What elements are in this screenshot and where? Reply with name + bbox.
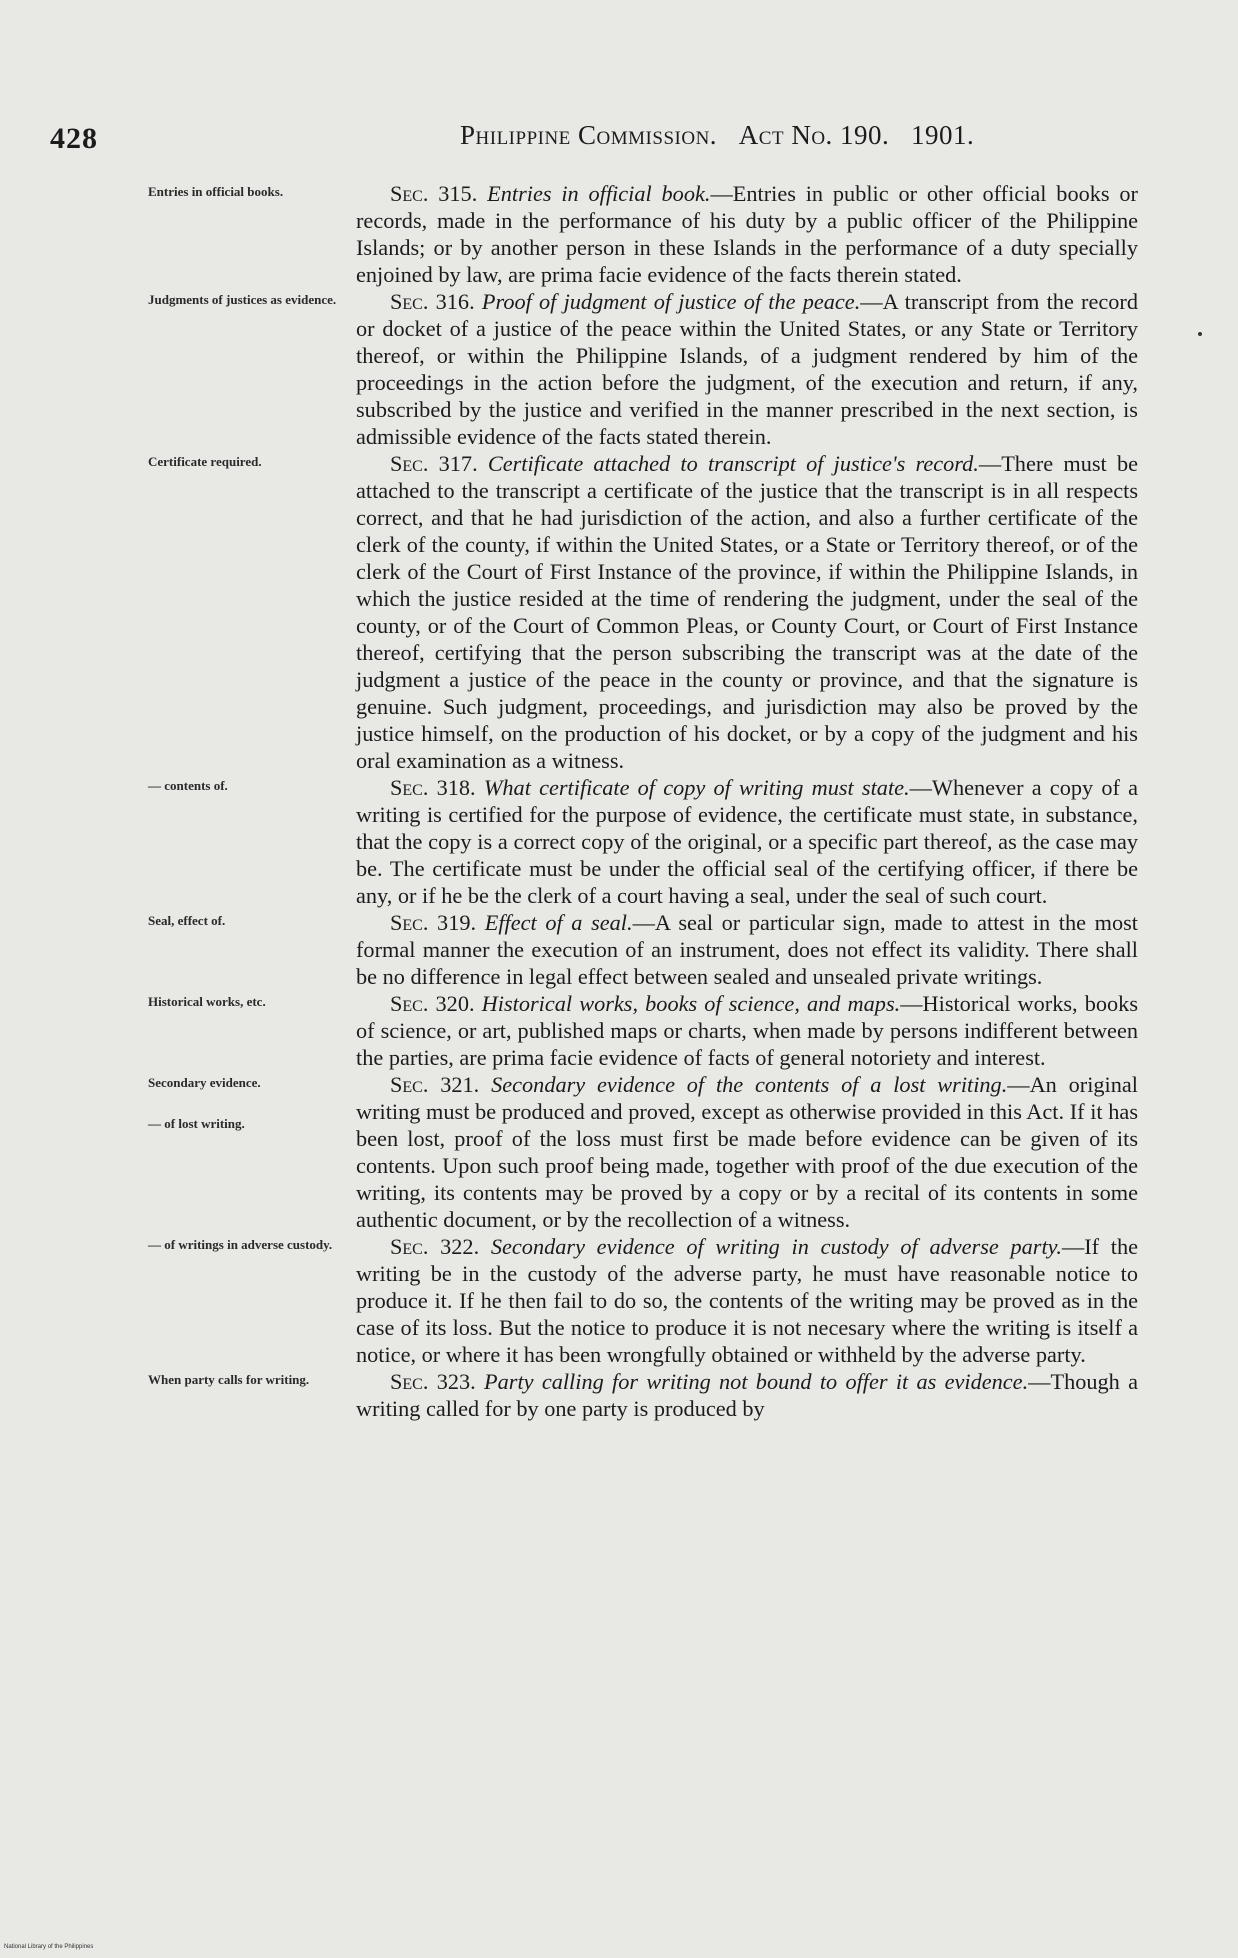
- section: [0, 909, 1238, 990]
- section-title: Entries in official book.: [487, 181, 711, 206]
- section: [0, 450, 1238, 774]
- section-number: Sec. 317.: [390, 451, 488, 476]
- scan-speck: [1198, 332, 1202, 336]
- section-paragraph: [356, 288, 1138, 450]
- section-body: —Historical works, books of science, or art, published maps or charts, when made by persons indifferent between the parties, are prima facie evidence of facts of general notoriety and interest.: [356, 991, 1139, 1070]
- section-number: Sec. 318.: [390, 775, 484, 800]
- section-body: —Whenever a copy of a writing is certified for the purpose of evidence, the certificate must state, in substance, that the copy is a correct copy of the original, or a specific part thereof, as the case may be. The certificate must be under the official seal of the certifying officer, if there be any, or if he be the clerk of a court having a seal, under the seal of such court.: [356, 775, 1138, 908]
- margin-note: Seal, effect of.: [148, 913, 226, 928]
- margin-note: Certificate required.: [148, 454, 262, 469]
- margin-note: — of lost writing.: [148, 1116, 245, 1131]
- margin-note: Historical works, etc.: [148, 994, 266, 1009]
- running-head-year: 1901.: [911, 120, 975, 150]
- section-paragraph: [356, 450, 1138, 774]
- margin-notes: [148, 454, 348, 473]
- section-number: Sec. 321.: [390, 1072, 492, 1097]
- section-paragraph: [356, 180, 1138, 288]
- section-body: —There must be attached to the transcript a certificate of the justice that the transcript is in all respects correct, and that he had jurisdiction of the action, and also a further certificate of the clerk of the county, if within the United States, or a State or Territory thereof, or of the clerk of the Court of First Instance of the province, if within the Philippine Islands, in which the justice resided at the time of rendering the judgment, under the seal of the county, or of the Court of Common Pleas, or County Court, or Court of First Instance thereof, certifying that the person subscribing the transcript was at the date of the judgment a justice of the peace in the county or province, and that the signature is genuine. Such judgment, proceedings, and jurisdiction may also be proved by the justice himself, on the production of his docket, or by a copy of the judgment and his oral examination as a witness.: [356, 451, 1138, 773]
- section-number: Sec. 320.: [390, 991, 482, 1016]
- running-head-act: Act No. 190.: [738, 120, 890, 150]
- section-paragraph: [356, 1233, 1138, 1368]
- margin-note: Judgments of justices as evidence.: [148, 292, 337, 307]
- section-list: [0, 180, 1238, 1422]
- section-number: Sec. 322.: [390, 1234, 491, 1259]
- section-paragraph: [356, 1368, 1138, 1422]
- section-title: Party calling for writing not bound to offer it as evidence.: [484, 1369, 1029, 1394]
- section: [0, 180, 1238, 288]
- margin-notes: [148, 778, 348, 797]
- section-number: Sec. 316.: [390, 289, 482, 314]
- section: [0, 288, 1238, 450]
- section: [0, 1071, 1238, 1233]
- section: [0, 990, 1238, 1071]
- section-title: Secondary evidence of writing in custody of adverse party.: [490, 1234, 1062, 1259]
- margin-notes: [148, 292, 348, 311]
- margin-notes: [148, 913, 348, 932]
- section-paragraph: [356, 990, 1138, 1071]
- running-head: [460, 120, 974, 151]
- section-number: Sec. 323.: [390, 1369, 484, 1394]
- margin-notes: [148, 184, 348, 203]
- margin-note: — contents of.: [148, 778, 228, 793]
- section-paragraph: [356, 1071, 1138, 1233]
- section-title: What certificate of copy of writing must state.: [483, 775, 910, 800]
- margin-notes: [148, 1075, 348, 1135]
- section: [0, 1368, 1238, 1422]
- margin-notes: [148, 1372, 348, 1391]
- section-title: Historical works, books of science, and maps.: [481, 991, 901, 1016]
- footer-credit: National Library of the Philippines: [4, 1944, 94, 1950]
- section-number: Sec. 315.: [390, 181, 488, 206]
- section-body: —If the writing be in the custody of the adverse party, he must have reasonable notice to produce it. If he then fail to do so, the contents of the writing may be proved as in the case of its loss. But the notice to produce it is not necesary where the writing is itself a notice, or where it has been wrongfully obtained or withheld by the adverse party.: [356, 1234, 1138, 1367]
- section-body: —Entries in public or other official books or records, made in the performance of his duty by a public officer of the Philippine Islands; or by another person in these Islands in the performance of a duty specially enjoined by law, are prima facie evidence of the facts therein stated.: [356, 181, 1138, 287]
- section-body: —A seal or particular sign, made to attest in the most formal manner the execution of an instrument, does not effect its validity. There shall be no difference in legal effect between sealed and unsealed private writings.: [356, 910, 1139, 989]
- page-number: 428: [50, 122, 98, 155]
- margin-note: When party calls for writing.: [148, 1372, 310, 1387]
- margin-notes: [148, 994, 348, 1013]
- section-number: Sec. 319.: [390, 910, 485, 935]
- section-paragraph: [356, 774, 1138, 909]
- margin-note: Entries in official books.: [148, 184, 284, 199]
- section: [0, 1233, 1238, 1368]
- section: [0, 774, 1238, 909]
- running-head-title: Philippine Commission.: [460, 120, 718, 150]
- section-body: —Though a writing called for by one party is produced by: [356, 1369, 1138, 1421]
- section-body: —An original writing must be produced and proved, except as otherwise provided in this Act. If it has been lost, proof of the loss must first be made before evidence can be given of its contents. Upon such proof being made, together with proof of the due execution of the writing, its contents may be proved by a copy or by a recital of its contents in some authentic document, or by the recollection of a witness.: [356, 1072, 1138, 1232]
- section-paragraph: [356, 909, 1138, 990]
- margin-note: — of writings in adverse custody.: [148, 1237, 333, 1252]
- section-body: —A transcript from the record or docket of a justice of the peace within the United States, or any State or Territory thereof, or within the Philippine Islands, of a judgment rendered by him of the proceedings in the action before the judgment, of the execution and return, if any, subscribed by the justice and verified in the manner prescribed in the next section, is admissible evidence of the facts stated therein.: [356, 289, 1138, 449]
- margin-note: Secondary evidence.: [148, 1075, 261, 1090]
- section-title: Secondary evidence of the contents of a lost writing.: [491, 1072, 1008, 1097]
- section-title: Effect of a seal.: [484, 910, 633, 935]
- section-title: Certificate attached to transcript of justice's record.: [487, 451, 979, 476]
- section-title: Proof of judgment of justice of the peace.: [481, 289, 861, 314]
- margin-notes: [148, 1237, 348, 1256]
